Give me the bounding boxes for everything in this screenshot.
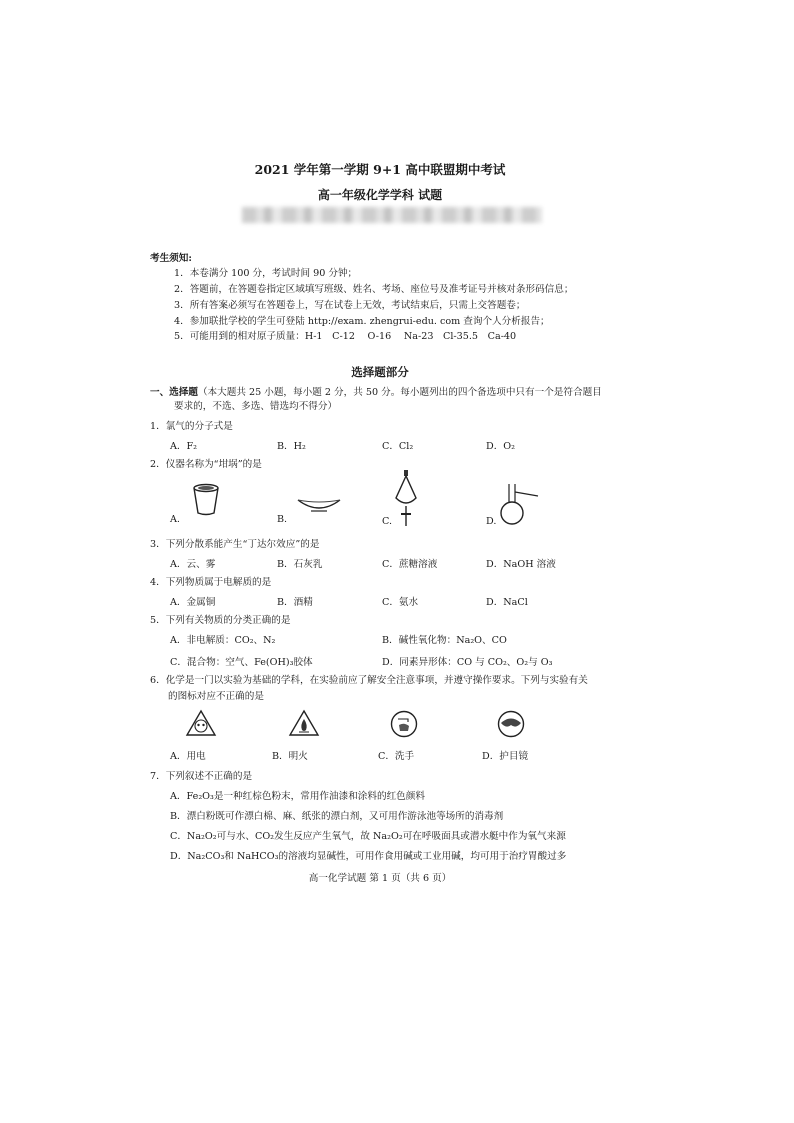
- distilling-flask-icon: [500, 482, 540, 526]
- option-b: B．漂白粉既可作漂白棉、麻、纸张的漂白剂，又可用作游泳池等场所的消毒剂: [170, 811, 504, 822]
- option-b: B．酒精: [277, 597, 313, 608]
- option-a: A．Fe₂O₃是一种红棕色粉末，常用作油漆和涂料的红色颜料: [170, 791, 425, 802]
- evaporating-dish-icon: [297, 496, 341, 514]
- question-stem-cont: 的图标对应不正确的是: [168, 691, 264, 702]
- electricity-hazard-icon: [186, 710, 216, 736]
- notice-item: 3．所有答案必须写在答题卷上，写在试卷上无效，考试结束后，只需上交答题卷；: [174, 300, 526, 311]
- open-flame-icon: [289, 710, 319, 736]
- option-a: A.: [170, 514, 180, 525]
- option-d: D．护目镜: [482, 751, 529, 762]
- option-d: D.: [486, 516, 497, 527]
- option-a: A．非电解质：CO₂、N₂: [170, 635, 276, 646]
- part-instruction-line1: [150, 384, 602, 398]
- option-c: C．氨水: [382, 597, 419, 608]
- notice-item: 4．参加联批学校的学生可登陆 http://exam. zhengrui-edu. com 查询个人分析报告；: [174, 316, 550, 327]
- safety-goggles-icon: [496, 710, 526, 738]
- exam-title: 2021 学年第一学期 9+1 高中联盟期中考试: [254, 162, 506, 177]
- option-d: D．Na₂CO₃和 NaHCO₃的溶液均显碱性，可用作食用碱或工业用碱，均可用于治疗胃酸过多: [170, 851, 567, 862]
- option-c: C．蔗糖溶液: [382, 559, 438, 570]
- notice-item: 1．本卷满分 100 分，考试时间 90 分钟；: [174, 268, 358, 279]
- option-a: A．F₂: [170, 441, 198, 452]
- option-b: B．明火: [272, 751, 308, 762]
- option-d: D．NaCl: [486, 597, 528, 608]
- question-stem: 1．氯气的分子式是: [150, 421, 233, 432]
- notice-item: 5．可能用到的相对原子质量：H-1 C-12 O-16 Na-23 Cl-35.5 Ca-40: [174, 331, 517, 342]
- option-c: C．Na₂O₂可与水、CO₂发生反应产生氧气，故 Na₂O₂可在呼吸面具或潜水艇中作为氧气来源: [170, 831, 566, 842]
- option-d: D．O₂: [486, 441, 515, 452]
- question-stem: 6．化学是一门以实验为基础的学科，在实验前应了解安全注意事项，并遵守操作要求。下列与实验有关: [150, 675, 588, 686]
- option-a: A．用电: [170, 751, 206, 762]
- question-stem: 4．下列物质属于电解质的是: [150, 577, 272, 588]
- question-stem: 5．下列有关物质的分类正确的是: [150, 615, 291, 626]
- part-heading: 一、选择题: [150, 387, 198, 398]
- option-b: B．碱性氧化物：Na₂O、CO: [382, 635, 507, 646]
- option-d: D．同素异形体：CO 与 CO₂、O₂与 O₃: [382, 657, 553, 668]
- redacted-info-bar: [242, 207, 542, 223]
- hand-washing-icon: [390, 710, 418, 738]
- option-b: B.: [277, 514, 288, 525]
- question-stem: 3．下列分散系能产生“丁达尔效应”的是: [150, 539, 320, 550]
- part-instruction-line2: 要求的，不选、多选、错选均不得分）: [174, 401, 338, 412]
- option-c: C．混合物：空气、Fe(OH)₃胶体: [170, 657, 313, 668]
- notice-heading: 考生须知:: [150, 253, 192, 264]
- notice-item: 2．答题前，在答题卷指定区域填写班级、姓名、考场、座位号及准考证号并核对条形码信息；: [174, 284, 574, 295]
- crucible-icon: [192, 484, 220, 516]
- question-stem: 7．下列叙述不正确的是: [150, 771, 253, 782]
- exam-subtitle: 高一年级化学学科 试题: [317, 188, 443, 202]
- page-footer: 高一化学试题 第 1 页（共 6 页）: [308, 873, 452, 884]
- option-c: C．洗手: [378, 751, 415, 762]
- option-c: C．Cl₂: [382, 441, 414, 452]
- option-b: B．石灰乳: [277, 559, 323, 570]
- option-c: C.: [382, 516, 393, 527]
- part-instruction-text: （本大题共 25 小题，每小题 2 分，共 50 分。每小题列出的四个备选项中只有一个是符合题目: [197, 387, 602, 398]
- option-a: A．金属铜: [170, 597, 216, 608]
- option-b: B．H₂: [277, 441, 306, 452]
- section-title: 选择题部分: [351, 365, 409, 379]
- question-stem: 2．仪器名称为“坩埚”的是: [150, 459, 262, 470]
- exam-page: [120, 150, 640, 900]
- option-d: D．NaOH 溶液: [486, 559, 556, 570]
- separatory-funnel-icon: [394, 470, 418, 526]
- option-a: A．云、雾: [170, 559, 216, 570]
